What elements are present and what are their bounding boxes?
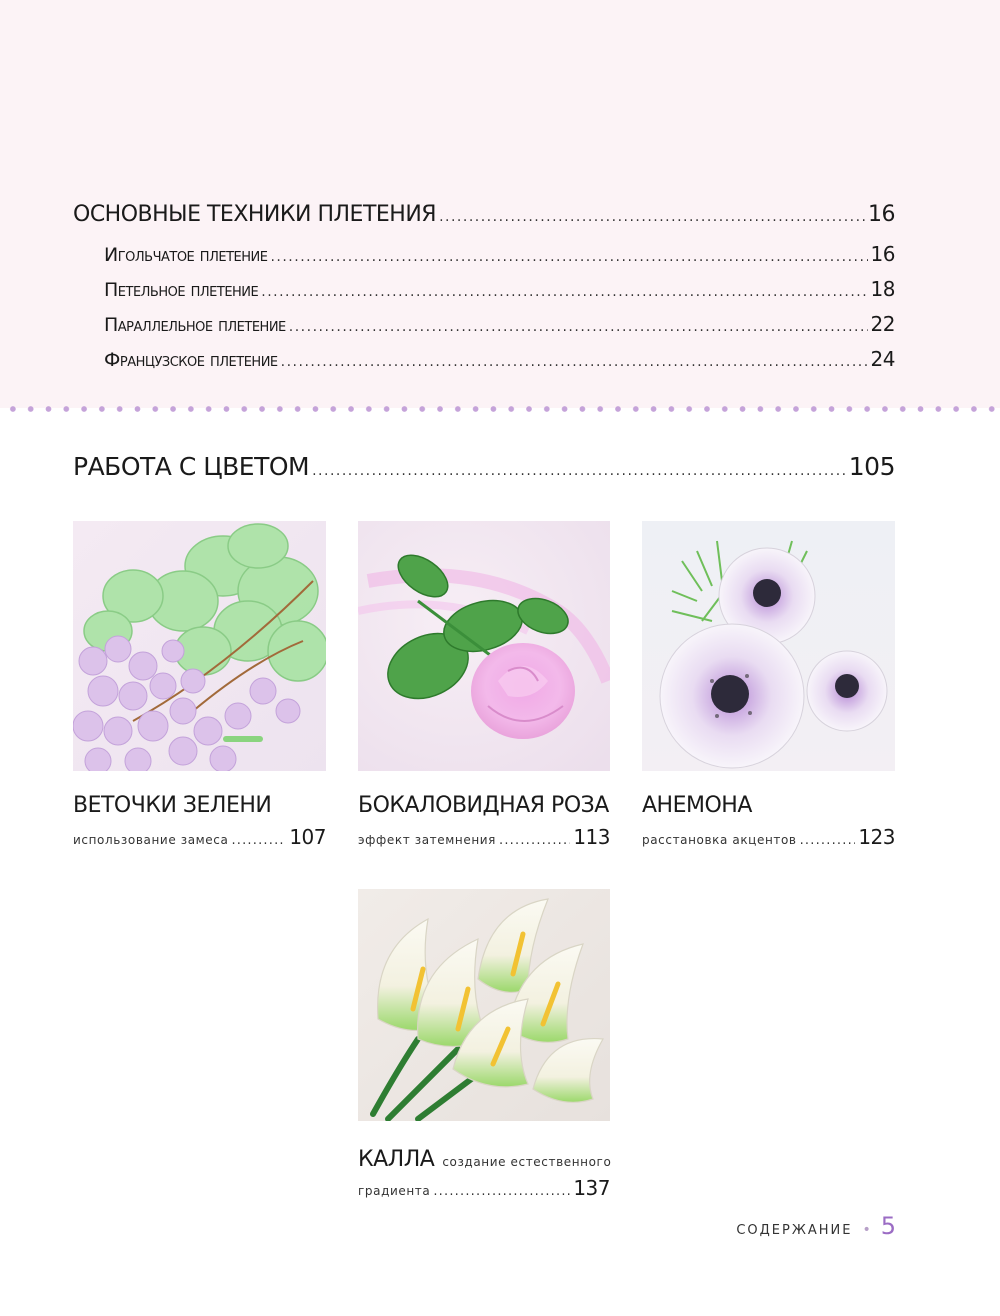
section-label: РАБОТА С ЦВЕТОМ	[73, 452, 310, 481]
greenery-photo[interactable]	[73, 521, 326, 771]
card-subtitle: создание естественного	[442, 1155, 612, 1169]
toc-sub-label: Петельное плетение	[104, 279, 259, 301]
leader-dots	[289, 319, 868, 335]
calla-heading	[358, 1147, 611, 1172]
card-page: 107	[289, 825, 326, 849]
toc-sub-entry[interactable]	[104, 312, 895, 336]
leader-dots	[312, 463, 846, 479]
card-subtitle: градиента	[358, 1184, 431, 1198]
page-number: 5	[880, 1212, 896, 1240]
leader-dots	[800, 833, 856, 848]
page-footer	[736, 1212, 896, 1240]
calla-photo[interactable]	[358, 889, 610, 1121]
section-page: 105	[848, 452, 895, 481]
section-entry[interactable]	[73, 452, 895, 481]
leader-dots	[270, 249, 867, 265]
toc-sub-page: 22	[870, 312, 895, 336]
card-page: 137	[573, 1176, 610, 1200]
leader-dots	[439, 209, 865, 225]
card-subtitle: расстановка акцентов	[642, 833, 797, 847]
toc-main-label: ОСНОВНЫЕ ТЕХНИКИ ПЛЕТЕНИЯ	[73, 202, 437, 227]
card-page: 123	[858, 825, 895, 849]
toc-sub-page: 24	[870, 347, 895, 371]
card-entry[interactable]	[358, 825, 610, 849]
card-entry[interactable]	[358, 1176, 610, 1200]
rose-photo[interactable]	[358, 521, 610, 771]
card-subtitle: использование замеса	[73, 833, 229, 847]
toc-sub-entry[interactable]	[104, 277, 895, 301]
card-subtitle: эффект затемнения	[358, 833, 496, 847]
toc-sub-label: Игольчатое плетение	[104, 244, 268, 266]
card-page: 113	[573, 825, 610, 849]
toc-main-entry[interactable]	[73, 202, 895, 227]
toc-sub-label: Французское плетение	[104, 349, 278, 371]
card-title: АНЕМОНА	[642, 793, 752, 818]
leader-dots	[433, 1184, 570, 1199]
toc-sub-label: Параллельное плетение	[104, 314, 286, 336]
leader-dots	[261, 284, 867, 300]
leader-dots	[281, 354, 868, 370]
footer-section: СОДЕРЖАНИЕ	[736, 1223, 853, 1238]
toc-sub-entry[interactable]	[104, 242, 895, 266]
leader-dots	[231, 833, 286, 848]
card-title: ВЕТОЧКИ ЗЕЛЕНИ	[73, 793, 272, 818]
dotted-divider	[0, 404, 1000, 414]
card-title: КАЛЛА	[358, 1147, 435, 1172]
anemone-photo[interactable]	[642, 521, 895, 771]
toc-main-page: 16	[868, 202, 895, 227]
card-entry[interactable]	[642, 825, 895, 849]
toc-sub-entry[interactable]	[104, 347, 895, 371]
toc-sub-page: 18	[870, 277, 895, 301]
leader-dots	[499, 833, 570, 848]
footer-bullet: •	[862, 1222, 871, 1238]
toc-sub-page: 16	[870, 242, 895, 266]
card-title: БОКАЛОВИДНАЯ РОЗА	[358, 793, 609, 818]
card-entry[interactable]	[73, 825, 326, 849]
